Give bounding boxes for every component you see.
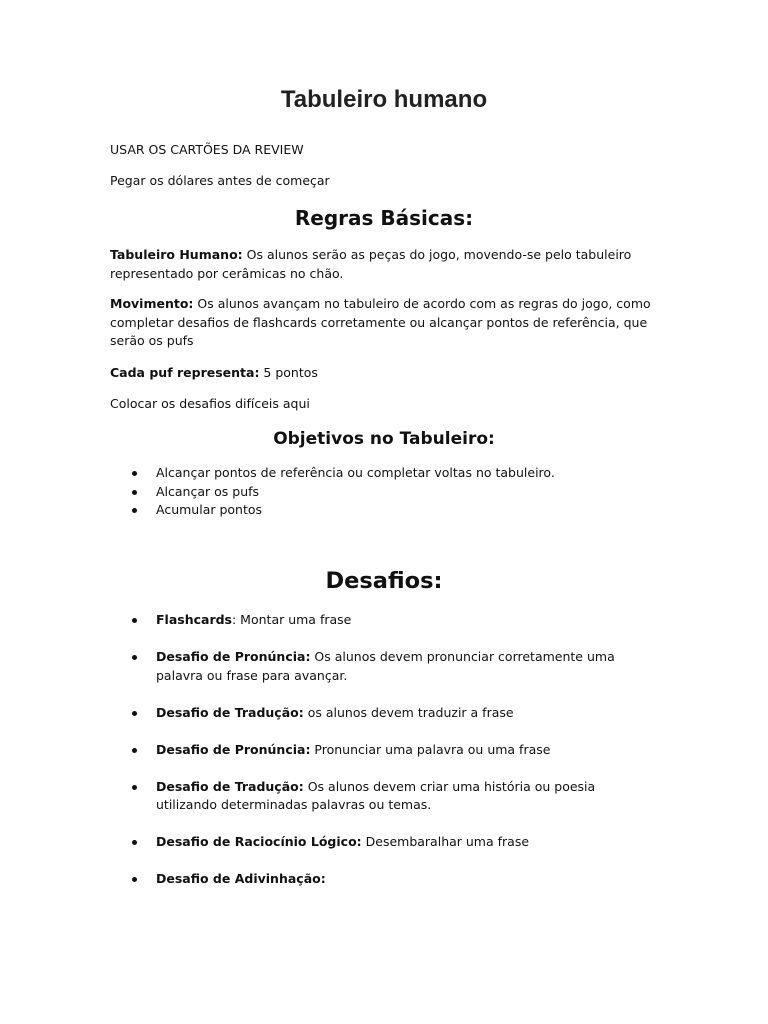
desafio-text: : Montar uma frase	[232, 612, 352, 627]
document-page	[110, 0, 658, 1024]
list-item	[110, 778, 658, 815]
desafio-text: os alunos devem traduzir a frase	[303, 704, 514, 720]
desafio-label: Desafio de Raciocínio Lógico:	[156, 834, 362, 849]
list-item	[110, 833, 658, 852]
regras-tabuleiro-paragraph	[110, 246, 658, 283]
regras-tabuleiro-label: Tabuleiro Humano:	[110, 247, 243, 262]
regras-tabuleiro-text: Os alunos serão as peças do jogo, movendo-se pelo tabuleiro representado por cerâmicas no chão.	[110, 247, 632, 281]
bullet-icon	[132, 785, 137, 790]
list-item	[110, 611, 658, 630]
list-item-text: Alcançar os pufs	[156, 483, 260, 499]
regras-movimento-paragraph	[110, 295, 658, 351]
desafios-list	[110, 611, 658, 907]
bullet-icon	[132, 490, 137, 495]
desafio-text: Pronunciar uma palavra ou uma frase	[310, 741, 551, 757]
intro-line-1: USAR OS CARTÕES DA REVIEW	[110, 142, 304, 157]
regras-puf-label: Cada puf representa:	[110, 365, 260, 380]
bullet-icon	[132, 748, 137, 753]
list-item	[110, 704, 658, 723]
desafio-label: Desafio de Pronúncia:	[156, 649, 311, 664]
list-item-text: Acumular pontos	[156, 502, 263, 517]
regras-puf-text: 5 pontos	[259, 365, 318, 380]
bullet-icon	[132, 877, 137, 882]
list-item	[110, 648, 658, 685]
regras-heading: Regras Básicas:	[294, 206, 474, 230]
desafio-label: Desafio de Adivinhação:	[156, 871, 326, 886]
bullet-icon	[132, 618, 137, 623]
intro-line-2: Pegar os dólares antes de começar	[110, 173, 330, 188]
bullet-icon	[132, 471, 137, 476]
list-item	[110, 501, 658, 520]
regras-note: Colocar os desafios difíceis aqui	[110, 396, 310, 411]
desafio-label: Desafio de Tradução:	[156, 704, 304, 720]
bullet-icon	[132, 655, 137, 660]
list-item	[110, 464, 658, 483]
objetivos-list	[110, 464, 658, 520]
regras-movimento-text: Os alunos avançam no tabuleiro de acordo com as regras do jogo, como completar desafios de flashcards corretamente ou alcançar pontos de referência, que serão os pufs	[110, 296, 651, 348]
list-item	[110, 483, 658, 502]
objetivos-heading: Objetivos no Tabuleiro:	[273, 429, 495, 449]
bullet-icon	[132, 840, 137, 845]
list-item-text: Alcançar pontos de referência ou completar voltas no tabuleiro.	[156, 465, 555, 480]
list-item	[110, 741, 658, 760]
list-item	[110, 870, 658, 889]
desafio-text: Desembaralhar uma frase	[361, 834, 530, 849]
desafio-text: Os alunos devem criar uma história ou poesia utilizando determinadas palavras ou temas.	[156, 778, 596, 812]
desafio-label: Flashcards	[156, 612, 232, 627]
regras-movimento-label: Movimento:	[110, 296, 194, 311]
desafio-text: Os alunos devem pronunciar corretamente uma palavra ou frase para avançar.	[156, 649, 615, 683]
desafio-label: Desafio de Pronúncia:	[156, 741, 311, 757]
desafio-label: Desafio de Tradução:	[156, 778, 304, 794]
bullet-icon	[132, 711, 137, 716]
desafios-heading: Desafios:	[325, 568, 443, 594]
regras-puf-paragraph	[110, 364, 658, 383]
bullet-icon	[132, 508, 137, 513]
document-title: Tabuleiro humano	[280, 86, 488, 113]
